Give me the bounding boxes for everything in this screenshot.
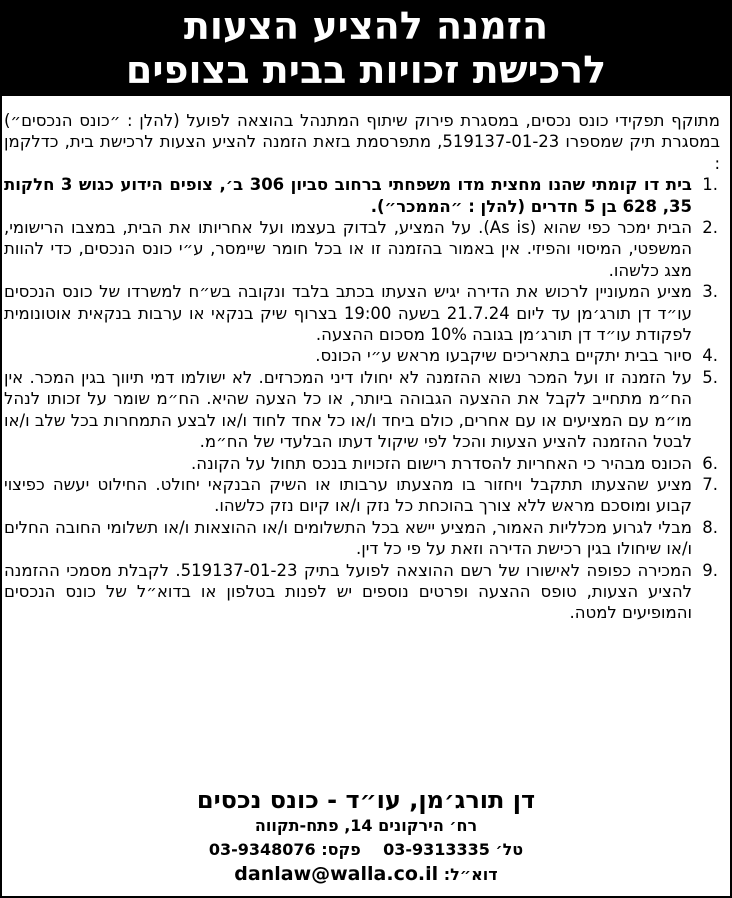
term-text: סיור בבית יתקיים בתאריכים שיקבעו מראש ע״י הכונס.: [315, 346, 692, 366]
phone-number[interactable]: 03-9313335: [383, 840, 490, 859]
term-item: [4, 367, 726, 453]
term-item: [4, 517, 726, 560]
signatory-name: דן תורג׳מן, עו״ד - כונס נכסים: [196, 786, 536, 814]
term-number: 7.: [702, 474, 718, 494]
term-text: מבלי לגרוע מכלליות האמור, המציע יישא בכל התשלומים ו/או ההוצאות ו/או תשלומי החובה החלים ו/או שיחולו בגין רכישת הדירה וזאת על פי כל דין.: [4, 517, 692, 559]
term-number: 1.: [702, 175, 718, 195]
term-item: [4, 474, 726, 517]
intro-paragraph: מתוקף תפקידי כונס נכסים, במסגרת פירוק שיתוף המתנהל בהוצאה לפועל (להלן : ״כונס הנכסים״) במסגרת תיק שמספרו 519137-01-23, מתפרסמת בזאת הזמנה להציע הצעות לרכישת בית, כדלקמן :: [4, 111, 720, 173]
term-text: בית דו קומתי שהנו מחצית מדו משפחתי ברחוב סביון 306 ב׳, צופים הידוע כגוש 3 חלקות 35, 628 בן 5 חדרים (להלן : ״הממכר״).: [4, 175, 692, 216]
term-item: [4, 217, 726, 281]
signature-block: [0, 786, 732, 887]
notice-body: [4, 110, 726, 624]
term-number: 5.: [702, 367, 718, 387]
fax-label: פקס:: [321, 840, 361, 859]
term-number: 9.: [702, 560, 718, 580]
term-number: 4.: [702, 346, 718, 366]
term-text: הבית ימכר כפי שהוא (As is). על המציע, לבדוק בעצמו ועל אחריותו את הבית, במצבו הרישומי, המשפטי, המיסוי והפיזי. אין באמור בהזמנה זו או בכל חומר שיימסר, ע״י כונס הנכסים, כדי להוות מצג כלשהו.: [4, 218, 692, 280]
signatory-address: רח׳ הירקונים 14, פתח-תקווה: [254, 816, 478, 835]
terms-list: [4, 174, 726, 624]
term-text: מציע המעוניין לרכוש את הדירה יגיש הצעתו בכתב בלבד ונקובה בש״ח למשרדו של כונס הנכסים עו״ד דן תורג׳מן עד ליום 21.7.24 בשעה 19:00 בצרוף שיק בנקאי או ערבות בנקאית אוטונומית לפקודת עו״ד דן תורג׳מן בגובה 10% מסכום ההצעה.: [4, 282, 692, 345]
term-item: [4, 174, 726, 217]
term-item: [4, 345, 726, 366]
email-label: דוא״ל:: [443, 865, 498, 884]
term-number: 8.: [702, 517, 718, 537]
title-line-2: לרכישת זכויות בבית בצופים: [125, 48, 607, 92]
term-text: המכירה כפופה לאישורו של רשם ההוצאה לפועל בתיק 519137-01-23. לקבלת מסמכי ההזמנה להציע הצעות, טופס ההצעה ופרטים נוספים יש לפנות בטלפון או בדוא״ל של כונס הנכסים והמופיעים למטה.: [4, 560, 692, 623]
term-text: על הזמנה זו ועל המכר נשוא ההזמנה לא יחולו דיני המכרזים. לא ישולמו דמי תיווך בגין המכר. אין הח״מ מתחייב לקבל את ההצעה הגבוהה ביותר, או כל הצעה שהיא. הח״מ שומר על זכותו לנהל מו״מ עם המציעים או עם אחרים, כולם ביחד ו/או כל אחד לחוד ו/או לבצע התמחרות בכל שלב ו/או לבטל ההזמנה להציע הצעות והכל לפי שיקול דעתו הבלעדי של הח״מ.: [4, 367, 692, 452]
title-banner: [0, 0, 732, 96]
term-item: [4, 560, 726, 624]
term-item: [4, 281, 726, 345]
term-text: הכונס מבהיר כי האחריות להסדרת רישום הזכויות בנכס תחול על הקונה.: [191, 453, 692, 473]
contact-email: [0, 862, 732, 887]
fax-number: 03-9348076: [208, 840, 316, 859]
contact-phones: [0, 838, 732, 862]
term-number: 6.: [702, 453, 718, 473]
term-number: 2.: [702, 218, 718, 238]
email-address[interactable]: danlaw@walla.co.il: [234, 863, 439, 885]
term-number: 3.: [702, 282, 718, 302]
term-text: מציע שהצעתו תתקבל ויחזור בו מהצעתו ערבותו או השיק הבנקאי יחולט. החילוט יעשה כפיצוי קבוע ומוסכם מראש ללא צורך בהוכחת כל נזק ו/או קיום נזק כלשהו.: [4, 474, 692, 516]
title-line-1: הזמנה להציע הצעות: [183, 4, 549, 48]
phone-label: טל׳: [495, 840, 524, 859]
term-item: [4, 453, 726, 474]
